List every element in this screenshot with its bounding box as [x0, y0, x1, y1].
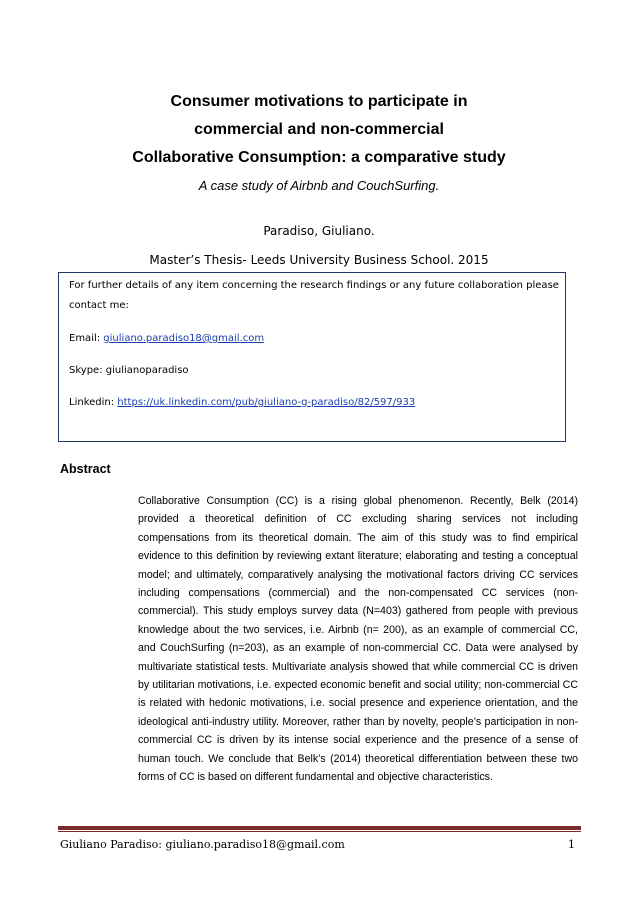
title-line-2: commercial and non-commercial — [194, 121, 444, 138]
title-line-3: Collaborative Consumption: a comparative study — [132, 149, 506, 166]
footer-rule — [58, 826, 581, 830]
email-link[interactable]: giuliano.paradiso18@gmail.com — [103, 333, 265, 344]
author-name: Paradiso, Giuliano. — [263, 224, 375, 238]
title-line-1: Consumer motivations to participate in — [170, 93, 468, 110]
contact-intro-line-1: For further details of any item concerning the research findings or any future collaboration please — [69, 280, 559, 291]
subtitle: A case study of Airbnb and CouchSurfing. — [198, 178, 440, 193]
page-number: 1 — [568, 838, 575, 851]
contact-skype: Skype: giulianoparadiso — [69, 365, 189, 376]
thesis-info: Master’s Thesis- Leeds University Business School. 2015 — [149, 253, 489, 267]
contact-email-line — [69, 332, 264, 346]
linkedin-label: Linkedin: — [69, 397, 118, 408]
contact-box — [58, 272, 566, 442]
footer-text: Giuliano Paradiso: giuliano.paradiso18@gmail.com — [60, 838, 345, 851]
abstract-heading: Abstract — [60, 462, 111, 476]
footer-rule-thin — [58, 831, 581, 832]
abstract-text: Collaborative Consumption (CC) is a rising global phenomenon. Recently, Belk (2014) provided a theoretical definition of CC excluding sharing services not including compensations from its theoretical domain. The aim of this study was to find empirical evidence to this definition by reviewing extant literature; elaborating and testing a conceptual model; and ultimately, comparatively analysing the motivational factors driving CC services including compensations (commercial) and the non-compensated CC services (non-commercial). This study employs survey data (N=403) gathered from people with previous knowledge about the two services, i.e. Airbnb (n= 200), as an example of commercial CC, and CouchSurfing (n=203), as an example of non-commercial CC. Data were analysed by multivariate statistical tests. Multivariate analysis showed that while commercial CC is driven by utilitarian motivations, i.e. expected economic benefit and social utility; non-commercial CC is related with hedonic motivations, i.e. social presence and experience orientation, and the ideological anti-industry utility. Moreover, rather than by novelty, people’s participation in non-commercial CC is driven by its intense social experience and the presence of a sense of human touch. We conclude that Belk’s (2014) theoretical differentiation between these two forms of CC is based on different fundamental and objective characteristics. — [138, 495, 578, 784]
contact-intro-line-2: contact me: — [69, 300, 129, 311]
linkedin-link[interactable]: https://uk.linkedin.com/pub/giuliano-g-paradiso/82/597/933 — [117, 397, 416, 408]
email-label: Email: — [69, 333, 104, 344]
contact-linkedin-line — [69, 396, 415, 410]
